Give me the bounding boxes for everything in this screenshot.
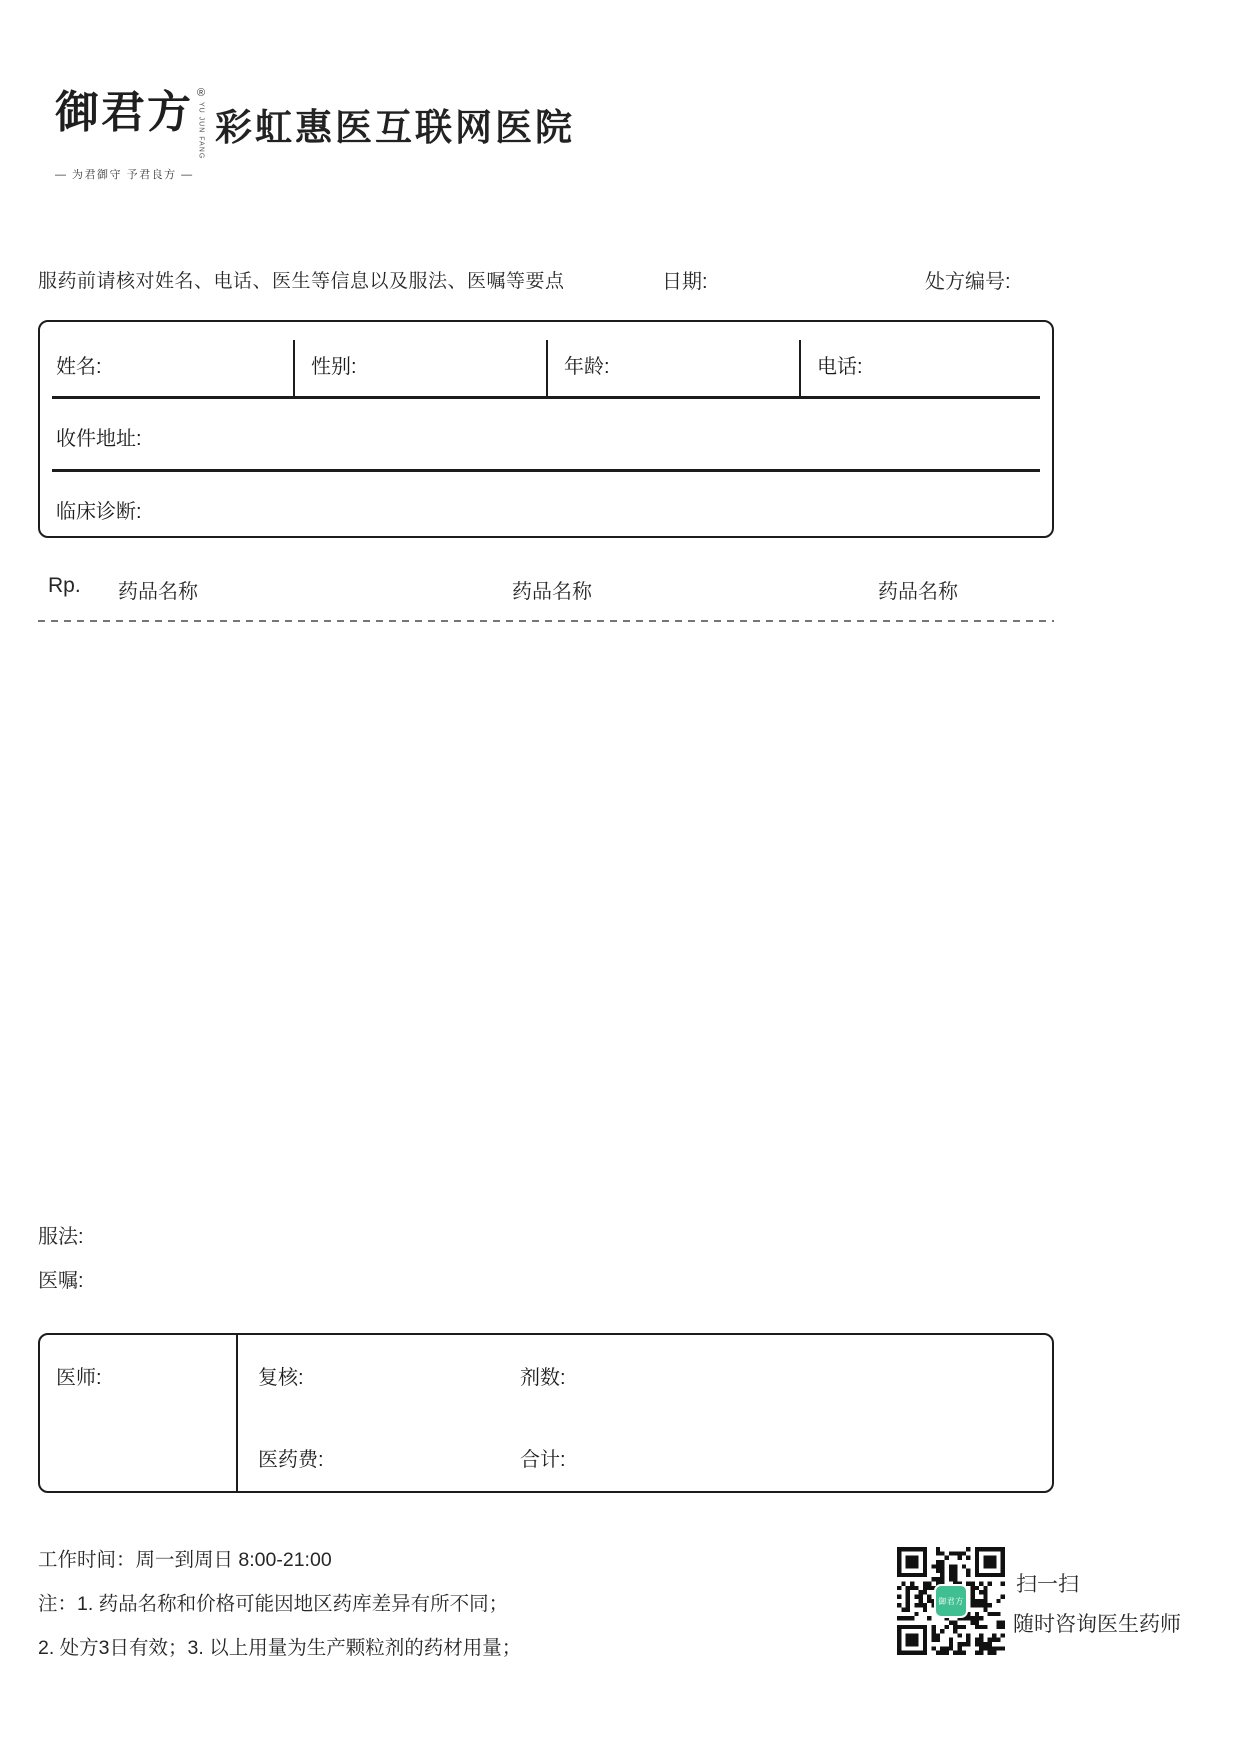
medication-check-hint: 服药前请核对姓名、电话、医生等信息以及服法、医嘱等要点 [38,271,565,292]
working-hours: 工作时间：周一到周日 8:00-21:00 [38,1549,332,1571]
note-line-1: 注：1. 药品名称和价格可能因地区药库差异有所不同； [38,1593,509,1615]
note-line-2: 2. 处方3日有效；3. 以上用量为生产颗粒剂的药材用量； [38,1637,522,1659]
scan-caption: 扫一扫 [1016,1573,1079,1596]
patient-phone-label: 电话: [817,356,863,378]
logo-tagline: — 为君御守 予君良方 — [55,169,194,182]
shipping-address-label: 收件地址: [56,428,142,450]
logo-row [55,88,205,159]
reviewer-label: 复核: [258,1367,304,1389]
date-label: 日期: [662,271,708,293]
logo-side [197,88,205,159]
usage-label: 服法: [38,1226,84,1248]
total-label: 合计: [520,1449,566,1471]
qr-center-badge [934,1584,968,1618]
logo-english-vertical: YU JUN FANG [197,102,205,160]
row-divider [52,396,1040,399]
hospital-name: 彩虹惠医互联网医院 [215,106,575,149]
column-divider [546,340,548,398]
qr-badge-text: 御君方 [938,1596,964,1606]
registered-trademark-icon: ® [197,87,206,99]
signature-box [38,1333,1054,1493]
drug-name-column-header: 药品名称 [118,581,198,603]
doctor-advice-label: 医嘱: [38,1270,84,1292]
column-divider [293,340,295,398]
doctor-label: 医师: [56,1367,102,1389]
column-divider [236,1335,238,1491]
scan-subcaption: 随时咨询医生药师 [1013,1613,1181,1636]
patient-sex-label: 性别: [311,356,357,378]
medicine-fee-label: 医药费: [258,1449,324,1471]
drug-name-column-header: 药品名称 [878,581,958,603]
row-divider [52,469,1040,472]
patient-info-box [38,320,1054,538]
brand-logo [55,88,205,182]
patient-name-label: 姓名: [56,356,102,378]
clinical-diagnosis-label: 临床诊断: [56,501,142,523]
patient-age-label: 年龄: [564,356,610,378]
logo-wordmark: 御君方 [55,87,193,138]
column-divider [799,340,801,398]
prescription-number-label: 处方编号: [925,271,1011,293]
drug-name-column-header: 药品名称 [512,581,592,603]
dashed-separator [38,620,1054,622]
qr-code [897,1547,1005,1655]
rp-label: Rp. [48,574,81,597]
dose-count-label: 剂数: [520,1367,566,1389]
